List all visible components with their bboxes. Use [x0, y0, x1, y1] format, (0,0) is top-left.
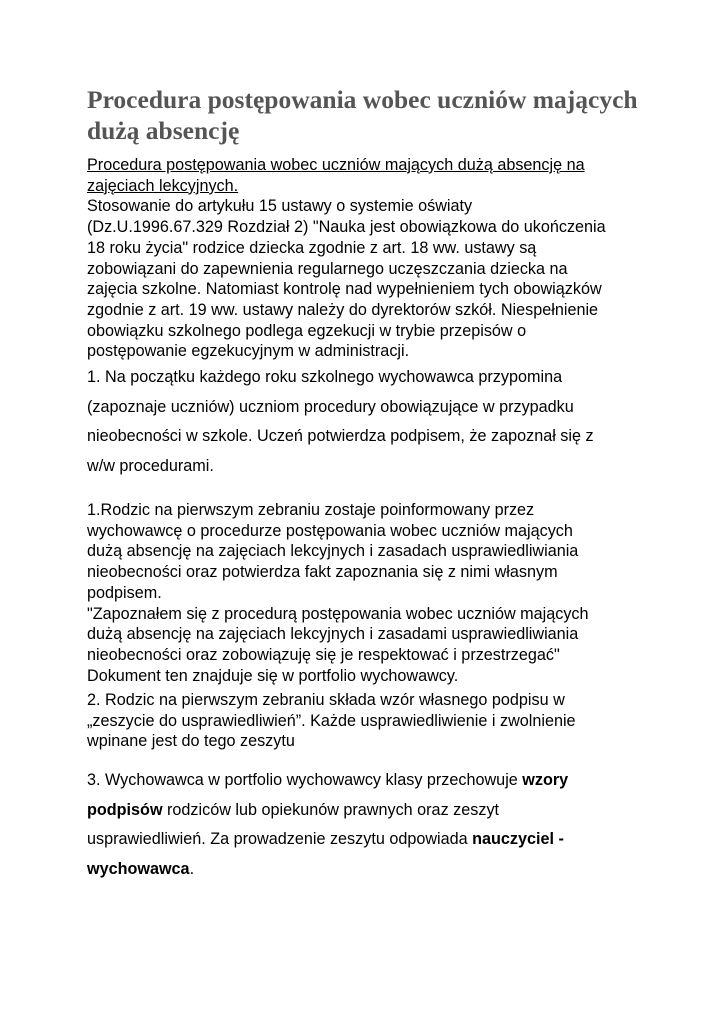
point-1b-line: Dokument ten znajduje się w portfolio wychowawcy. [87, 666, 459, 685]
title-line: Procedura postępowania wobec uczniów mających [87, 85, 638, 114]
point-1-paragraph [87, 363, 647, 481]
point-3-line [87, 825, 647, 855]
title-line: dużą absencję [87, 116, 240, 145]
point-3-paragraph [87, 766, 647, 884]
point-3-line [87, 796, 647, 826]
point-3-text: 3. Wychowawca w portfolio wychowawcy klasy przechowuje [87, 771, 523, 789]
point-3-line [87, 766, 647, 796]
point-1b-line: dużą absencję na zajęciach lekcyjnych i zasadami usprawiedliwiania [87, 625, 579, 644]
intro-line: zobowiązani do zapewnienia regularnego uczęszczania dziecka na [87, 259, 568, 278]
point-3-bold: podpisów [87, 800, 163, 819]
intro-line: (Dz.U.1996.67.329 Rozdział 2) "Nauka jest obowiązkowa do ukończenia [87, 218, 606, 237]
point-3-bold: nauczyciel - [472, 830, 564, 849]
point-1b-line: wychowawcę o procedurze postępowania wobec uczniów mających [87, 521, 573, 540]
point-3-line [87, 855, 647, 885]
point-1b-line: podpisem. [87, 583, 162, 602]
intro-line: 18 roku życia" rodzice dziecka zgodnie z art. 18 ww. ustawy są [87, 238, 537, 257]
point-1b-line: dużą absencję na zajęciach lekcyjnych i zasadach usprawiedliwiania [87, 542, 579, 561]
intro-line: Stosowanie do artykułu 15 ustawy o systemie oświaty [87, 197, 473, 216]
point-1b-paragraph [87, 500, 647, 686]
point-3-text: rodziców lub opiekunów prawnych oraz zeszyt [162, 800, 500, 819]
point-2-line: wpinane jest do tego zeszytu [87, 732, 295, 751]
intro-line: postępowanie egzekucyjnym w administracji. [87, 342, 410, 361]
intro-line: zgodnie z art. 19 ww. ustawy należy do dyrektorów szkół. Niespełnienie [87, 300, 599, 319]
point-2-paragraph [87, 690, 647, 752]
point-2-line: „zeszycie do usprawiedliwień”. Każde usprawiedliwienie i zwolnienie [87, 711, 576, 730]
point-1-line: (zapoznaje uczniów) uczniom procedury obowiązujące w przypadku [87, 397, 574, 416]
point-1b-line: "Zapoznałem się z procedurą postępowania wobec uczniów mających [87, 604, 589, 623]
point-1-line: nieobecności w szkole. Uczeń potwierdza podpisem, że zapoznał się z [87, 427, 594, 446]
point-1-line: w/w procedurami. [87, 456, 214, 475]
intro-line: zajęcia szkolne. Natomiast kontrolę nad wypełnieniem tych obowiązków [87, 280, 602, 299]
intro-heading-line: zajęciach lekcyjnych. [87, 176, 239, 195]
point-3-text: . [189, 859, 195, 878]
intro-paragraph [87, 155, 647, 362]
point-3-bold: wzory [522, 771, 569, 789]
point-1b-line: nieobecności oraz zobowiązuję się je respektować i przestrzegać" [87, 645, 560, 664]
intro-heading-line: Procedura postępowania wobec uczniów mających dużą absencję na [87, 156, 585, 174]
point-3-bold: wychowawca [87, 859, 190, 878]
point-1b-line: 1.Rodzic na pierwszym zebraniu zostaje poinformowany przez [87, 501, 535, 519]
intro-line: obowiązku szkolnego podlega egzekucji w trybie przepisów o [87, 321, 527, 340]
point-2-line: 2. Rodzic na pierwszym zebraniu składa wzór własnego podpisu w [87, 691, 565, 709]
document-title [87, 84, 687, 146]
point-1b-line: nieobecności oraz potwierdza fakt zapoznania się z nimi własnym [87, 563, 558, 582]
point-3-text: usprawiedliwień. Za prowadzenie zeszytu odpowiada [87, 830, 473, 849]
point-1-line: 1. Na początku każdego roku szkolnego wychowawca przypomina [87, 368, 563, 386]
